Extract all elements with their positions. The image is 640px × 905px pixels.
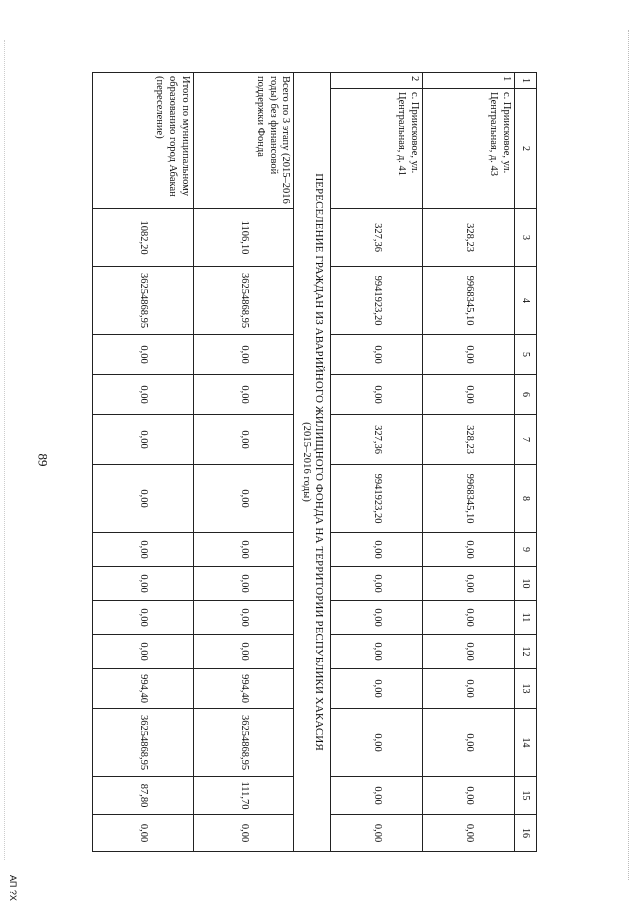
total-label: Итого по муниципальному образованию город Абакан (переселение) <box>93 73 194 209</box>
row-number: 1 <box>422 73 514 89</box>
cell: 0,00 <box>422 709 514 777</box>
cell: 0,00 <box>93 533 194 567</box>
margin-line <box>628 30 629 880</box>
cell: 0,00 <box>93 375 194 415</box>
col-num: 9 <box>515 533 537 567</box>
row-number: 2 <box>330 73 422 89</box>
cell: 0,00 <box>93 815 194 852</box>
cell: 1106,10 <box>193 209 294 267</box>
cell: 994,40 <box>193 669 294 709</box>
cell: 0,00 <box>193 465 294 533</box>
cell: 0,00 <box>330 601 422 635</box>
col-num: 10 <box>515 567 537 601</box>
col-num: 2 <box>515 89 537 209</box>
col-num: 13 <box>515 669 537 709</box>
cell: 0,00 <box>93 335 194 375</box>
cell: 0,00 <box>193 567 294 601</box>
address-cell: с. Приисковое, ул. Центральная, д. 43 <box>422 89 514 209</box>
cell: 328,23 <box>422 415 514 465</box>
cell: 87,80 <box>93 777 194 815</box>
col-num: 3 <box>515 209 537 267</box>
cell: 0,00 <box>422 777 514 815</box>
cell: 111,70 <box>193 777 294 815</box>
cell: 36254868,95 <box>193 709 294 777</box>
cell: 327,36 <box>330 415 422 465</box>
scan-edge <box>4 40 5 860</box>
cell: 0,00 <box>93 567 194 601</box>
rotated-table-wrapper <box>92 72 537 841</box>
table-row <box>330 73 422 852</box>
col-num: 5 <box>515 335 537 375</box>
cell: 327,36 <box>330 209 422 267</box>
col-num: 11 <box>515 601 537 635</box>
page-number: 89 <box>35 453 51 467</box>
cell: 9941923,20 <box>330 465 422 533</box>
cell: 0,00 <box>422 669 514 709</box>
table-row <box>422 73 514 852</box>
col-num: 7 <box>515 415 537 465</box>
cell: 0,00 <box>193 601 294 635</box>
col-num: 14 <box>515 709 537 777</box>
cell: 0,00 <box>93 601 194 635</box>
total-row <box>193 73 294 852</box>
cell: 0,00 <box>422 567 514 601</box>
col-num: 4 <box>515 267 537 335</box>
section-title: ПЕРЕСЕЛЕНИЕ ГРАЖДАН ИЗ АВАРИЙНОГО ЖИЛИЩНОГО ФОНДА НА ТЕРРИТОРИИ РЕСПУБЛИКИ ХАКАСИЯ <box>312 173 325 751</box>
cell: 0,00 <box>330 709 422 777</box>
cell: 0,00 <box>330 669 422 709</box>
col-num: 12 <box>515 635 537 669</box>
col-num: 1 <box>515 73 537 89</box>
cell: 0,00 <box>193 533 294 567</box>
cell: 0,00 <box>330 635 422 669</box>
cell: 0,00 <box>422 635 514 669</box>
cell: 36254868,95 <box>93 267 194 335</box>
cell: 0,00 <box>93 635 194 669</box>
cell: 0,00 <box>422 601 514 635</box>
col-num: 15 <box>515 777 537 815</box>
cell: 0,00 <box>422 375 514 415</box>
cell: 0,00 <box>193 415 294 465</box>
cell: 0,00 <box>330 777 422 815</box>
housing-resettlement-table <box>92 72 537 852</box>
address-cell: с. Приисковое, ул. Центральная, д. 41 <box>330 89 422 209</box>
col-num: 16 <box>515 815 537 852</box>
cell: 36254868,95 <box>93 709 194 777</box>
col-num: 6 <box>515 375 537 415</box>
cell: 0,00 <box>93 465 194 533</box>
total-label: Всего по 3 этапу (2015–2016 годы) без финансовой поддержки Фонда <box>193 73 294 209</box>
cell: 0,00 <box>93 415 194 465</box>
cell: 0,00 <box>330 533 422 567</box>
section-header <box>294 73 330 852</box>
cell: 0,00 <box>193 335 294 375</box>
cell: 994,40 <box>93 669 194 709</box>
cell: 9941923,20 <box>330 267 422 335</box>
section-subtitle: (2015–2016 годы) <box>300 422 312 502</box>
cell: 0,00 <box>193 635 294 669</box>
cell: 0,00 <box>193 815 294 852</box>
cell: 36254868,95 <box>193 267 294 335</box>
cell: 9968345,10 <box>422 267 514 335</box>
cell: 0,00 <box>330 335 422 375</box>
cell: 1082,20 <box>93 209 194 267</box>
cell: 0,00 <box>422 815 514 852</box>
cell: 0,00 <box>330 375 422 415</box>
column-number-row <box>515 73 537 852</box>
cell: 0,00 <box>330 815 422 852</box>
corner-mark: АП ?Х <box>8 875 18 901</box>
cell: 0,00 <box>422 335 514 375</box>
col-num: 8 <box>515 465 537 533</box>
section-header-row <box>294 73 330 852</box>
cell: 0,00 <box>193 375 294 415</box>
cell: 328,23 <box>422 209 514 267</box>
total-row <box>93 73 194 852</box>
cell: 9968345,10 <box>422 465 514 533</box>
cell: 0,00 <box>422 533 514 567</box>
cell: 0,00 <box>330 567 422 601</box>
